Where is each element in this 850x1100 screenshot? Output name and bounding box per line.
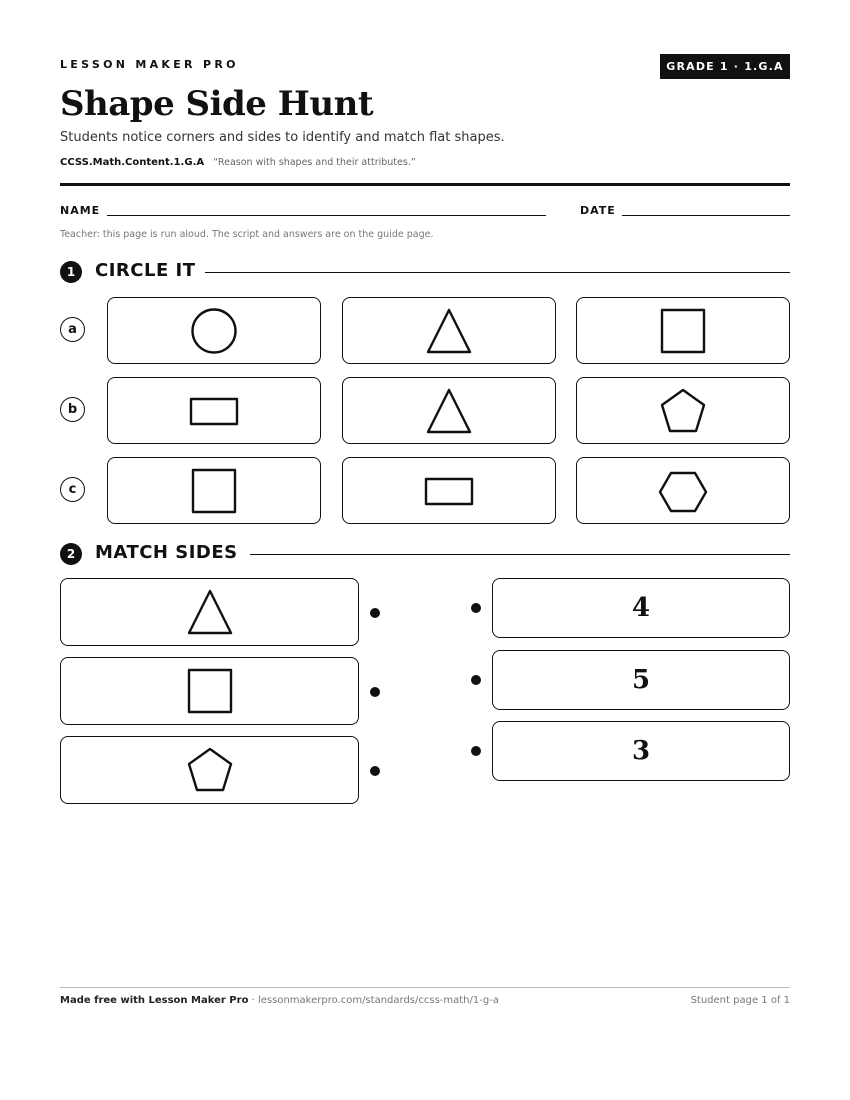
date-label: DATE (580, 204, 616, 217)
match-number-card[interactable] (492, 721, 790, 781)
side-count: 3 (631, 736, 651, 766)
circle-icon (186, 305, 242, 357)
match-shape-card[interactable] (60, 578, 359, 646)
name-field[interactable] (107, 215, 546, 216)
standard-quote: “Reason with shapes and their attributes.” (213, 157, 416, 168)
shape-choice-card[interactable] (342, 297, 556, 364)
match-number-card[interactable] (492, 578, 790, 638)
section-2-title: MATCH SIDES (95, 542, 238, 563)
shape-choice-card[interactable] (107, 457, 321, 524)
header-divider (60, 183, 790, 186)
section-1-number: 1 (60, 261, 82, 283)
pentagon-icon (655, 385, 711, 437)
standard-line (60, 157, 416, 168)
match-shape-card[interactable] (60, 657, 359, 725)
section-1-rule (205, 272, 790, 273)
row-label: c (60, 477, 85, 502)
match-dot-left[interactable] (370, 608, 380, 618)
match-dot-right[interactable] (471, 603, 481, 613)
row-label: a (60, 317, 85, 342)
shape-choice-card[interactable] (576, 457, 790, 524)
page-subtitle: Students notice corners and sides to identify and match flat shapes. (60, 130, 505, 145)
shape-choice-card[interactable] (576, 377, 790, 444)
match-dot-left[interactable] (370, 766, 380, 776)
triangle-icon (421, 385, 477, 437)
section-1-title: CIRCLE IT (95, 260, 196, 281)
footer-page-number: Student page 1 of 1 (690, 995, 790, 1006)
footer-made-with: Made free with Lesson Maker Pro (60, 995, 249, 1006)
shape-choice-card[interactable] (576, 297, 790, 364)
name-label: NAME (60, 204, 101, 217)
section-2-number: 2 (60, 543, 82, 565)
square-icon (182, 665, 238, 717)
date-field[interactable] (622, 215, 790, 216)
match-dot-left[interactable] (370, 687, 380, 697)
page-title: Shape Side Hunt (60, 84, 374, 124)
footer-divider (60, 987, 790, 988)
triangle-icon (421, 305, 477, 357)
match-number-card[interactable] (492, 650, 790, 710)
shape-choice-card[interactable] (342, 377, 556, 444)
teacher-note: Teacher: this page is run aloud. The script and answers are on the guide page. (60, 229, 434, 240)
grade-badge: GRADE 1 · 1.G.A (660, 54, 790, 79)
rectangle-icon (186, 385, 242, 437)
triangle-icon (182, 586, 238, 638)
hexagon-icon (655, 465, 711, 517)
match-dot-right[interactable] (471, 746, 481, 756)
standard-code: CCSS.Math.Content.1.G.A (60, 157, 205, 168)
brand-name: LESSON MAKER PRO (60, 58, 239, 71)
square-icon (655, 305, 711, 357)
row-label: b (60, 397, 85, 422)
side-count: 5 (631, 665, 651, 695)
footer-url[interactable]: · lessonmakerpro.com/standards/ccss-math/1-g-a (248, 995, 499, 1006)
square-icon (186, 465, 242, 517)
match-shape-card[interactable] (60, 736, 359, 804)
shape-choice-card[interactable] (342, 457, 556, 524)
shape-choice-card[interactable] (107, 297, 321, 364)
rectangle-icon (421, 465, 477, 517)
side-count: 4 (631, 593, 651, 623)
match-dot-right[interactable] (471, 675, 481, 685)
shape-choice-card[interactable] (107, 377, 321, 444)
pentagon-icon (182, 744, 238, 796)
footer-credit (60, 995, 499, 1006)
section-2-rule (250, 554, 790, 555)
